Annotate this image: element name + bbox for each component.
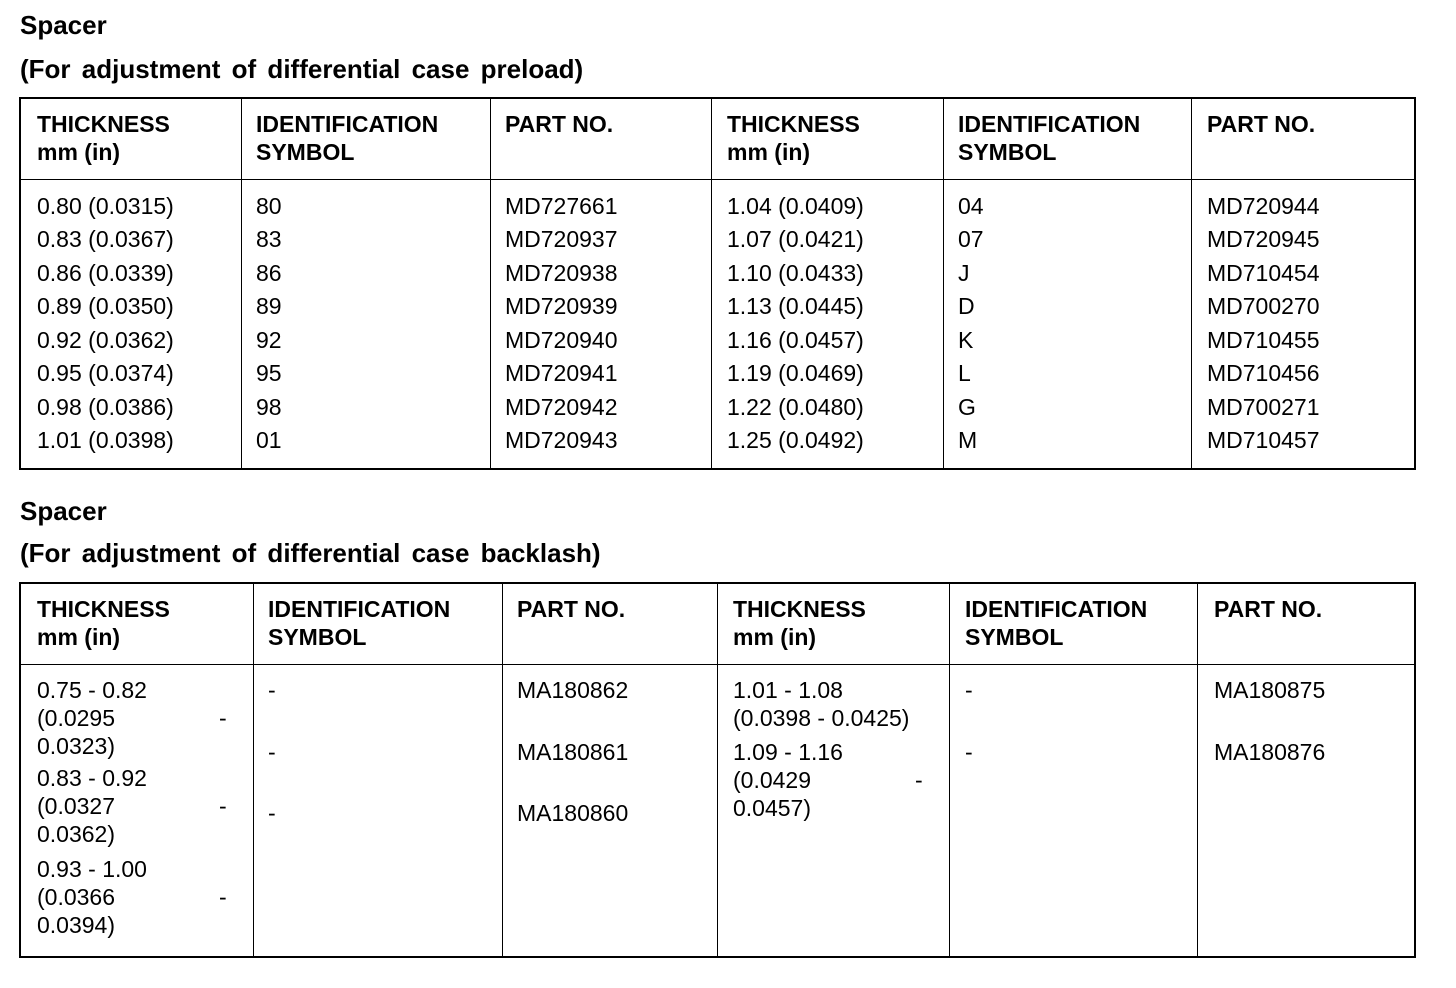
table-cell: 1.10 (0.0433) [727, 260, 864, 286]
column-header: THICKNESS [733, 596, 866, 622]
table-cell: MD700271 [1207, 394, 1320, 420]
column-divider [1191, 99, 1192, 468]
table-cell: 1.01 (0.0398) [37, 427, 174, 453]
column-header: PART NO. [1214, 596, 1323, 622]
table-cell: 92 [256, 327, 282, 353]
thickness-range-mm: 1.01 - 1.08 [733, 677, 843, 703]
table-cell: 1.04 (0.0409) [727, 193, 864, 219]
table-cell: 1.25 (0.0492) [727, 427, 864, 453]
column-header: PART NO. [505, 111, 614, 137]
table-cell: MD720945 [1207, 226, 1320, 252]
table-cell: MD710454 [1207, 260, 1320, 286]
part-number: MA180876 [1214, 739, 1326, 765]
table-cell: MD700270 [1207, 293, 1320, 319]
table-cell: 1.22 (0.0480) [727, 394, 864, 420]
identification-symbol: - [965, 739, 973, 765]
table-cell: MD727661 [505, 193, 618, 219]
table-cell: 0.92 (0.0362) [37, 327, 174, 353]
table-cell: 0.95 (0.0374) [37, 360, 174, 386]
backlash-spacer-table [19, 582, 1416, 958]
column-divider [711, 99, 712, 468]
thickness-range-in-start: (0.0295 [37, 705, 116, 731]
table-cell: MD720942 [505, 394, 618, 420]
table-cell: 80 [256, 193, 282, 219]
table-cell: MD720939 [505, 293, 618, 319]
table1-subtitle: (For adjustment of differential case preload) [20, 54, 584, 84]
header-divider [21, 179, 1414, 180]
identification-symbol: - [268, 677, 276, 703]
table-cell: M [958, 427, 978, 453]
table-cell: G [958, 394, 976, 420]
column-divider [717, 584, 718, 956]
table-cell: 1.13 (0.0445) [727, 293, 864, 319]
table-cell: 0.83 (0.0367) [37, 226, 174, 252]
table-cell: 1.07 (0.0421) [727, 226, 864, 252]
table-cell: 95 [256, 360, 282, 386]
column-header-unit: mm (in) [733, 624, 817, 650]
part-number: MA180861 [517, 739, 629, 765]
part-number: MA180860 [517, 800, 629, 826]
table-cell: 1.19 (0.0469) [727, 360, 864, 386]
column-divider [490, 99, 491, 468]
column-header-unit: mm (in) [37, 624, 121, 650]
table-cell: 0.98 (0.0386) [37, 394, 174, 420]
identification-symbol: - [268, 739, 276, 765]
table-cell: 0.80 (0.0315) [37, 193, 174, 219]
column-header-unit: SYMBOL [256, 139, 355, 165]
column-header: IDENTIFICATION [958, 111, 1141, 137]
column-header: PART NO. [517, 596, 626, 622]
table-cell: MD720944 [1207, 193, 1320, 219]
column-header-unit: SYMBOL [965, 624, 1064, 650]
thickness-range-in-start: (0.0429 [733, 767, 812, 793]
range-dash: - [219, 793, 227, 819]
part-number: MA180875 [1214, 677, 1326, 703]
table-cell: 89 [256, 293, 282, 319]
column-divider [1197, 584, 1198, 956]
column-divider [502, 584, 503, 956]
table-cell: J [958, 260, 970, 286]
column-header-unit: SYMBOL [958, 139, 1057, 165]
table-cell: 01 [256, 427, 282, 453]
column-header: THICKNESS [727, 111, 860, 137]
table-cell: 0.86 (0.0339) [37, 260, 174, 286]
table-cell: MD710457 [1207, 427, 1320, 453]
thickness-range-mm: 0.83 - 0.92 [37, 765, 147, 791]
column-header: THICKNESS [37, 596, 170, 622]
table-cell: 0.89 (0.0350) [37, 293, 174, 319]
column-divider [949, 584, 950, 956]
column-header: IDENTIFICATION [268, 596, 451, 622]
range-dash: - [915, 767, 923, 793]
thickness-range-in-end: 0.0362) [37, 821, 116, 847]
table-cell: 1.16 (0.0457) [727, 327, 864, 353]
table-cell: MD720937 [505, 226, 618, 252]
thickness-range-in-start: (0.0327 [37, 793, 116, 819]
thickness-range-in: (0.0398 - 0.0425) [733, 705, 910, 731]
thickness-range-in-end: 0.0394) [37, 912, 116, 938]
table-cell: 04 [958, 193, 984, 219]
thickness-range-in-end: 0.0323) [37, 733, 116, 759]
column-header-unit: mm (in) [37, 139, 121, 165]
table-cell: 86 [256, 260, 282, 286]
table-cell: K [958, 327, 974, 353]
table-cell: 98 [256, 394, 282, 420]
table-cell: MD720938 [505, 260, 618, 286]
range-dash: - [219, 884, 227, 910]
table1-title: Spacer [20, 10, 107, 40]
thickness-range-in-start: (0.0366 [37, 884, 116, 910]
column-header: THICKNESS [37, 111, 170, 137]
column-header: PART NO. [1207, 111, 1316, 137]
thickness-range-in-end: 0.0457) [733, 795, 812, 821]
table-cell: 07 [958, 226, 984, 252]
table-cell: MD720940 [505, 327, 618, 353]
column-header-unit: mm (in) [727, 139, 811, 165]
identification-symbol: - [965, 677, 973, 703]
identification-symbol: - [268, 800, 276, 826]
table-cell: MD720941 [505, 360, 618, 386]
column-header: IDENTIFICATION [965, 596, 1148, 622]
column-header: IDENTIFICATION [256, 111, 439, 137]
column-divider [241, 99, 242, 468]
table-cell: 83 [256, 226, 282, 252]
thickness-range-mm: 1.09 - 1.16 [733, 739, 843, 765]
table-cell: L [958, 360, 971, 386]
column-divider [943, 99, 944, 468]
range-dash: - [219, 705, 227, 731]
column-header-unit: SYMBOL [268, 624, 367, 650]
table-cell: MD720943 [505, 427, 618, 453]
table-cell: D [958, 293, 975, 319]
table2-subtitle: (For adjustment of differential case backlash) [20, 538, 601, 568]
column-divider [253, 584, 254, 956]
thickness-range-mm: 0.75 - 0.82 [37, 677, 147, 703]
thickness-range-mm: 0.93 - 1.00 [37, 856, 147, 882]
table-cell: MD710456 [1207, 360, 1320, 386]
part-number: MA180862 [517, 677, 629, 703]
table-cell: MD710455 [1207, 327, 1320, 353]
table2-title: Spacer [20, 496, 107, 526]
